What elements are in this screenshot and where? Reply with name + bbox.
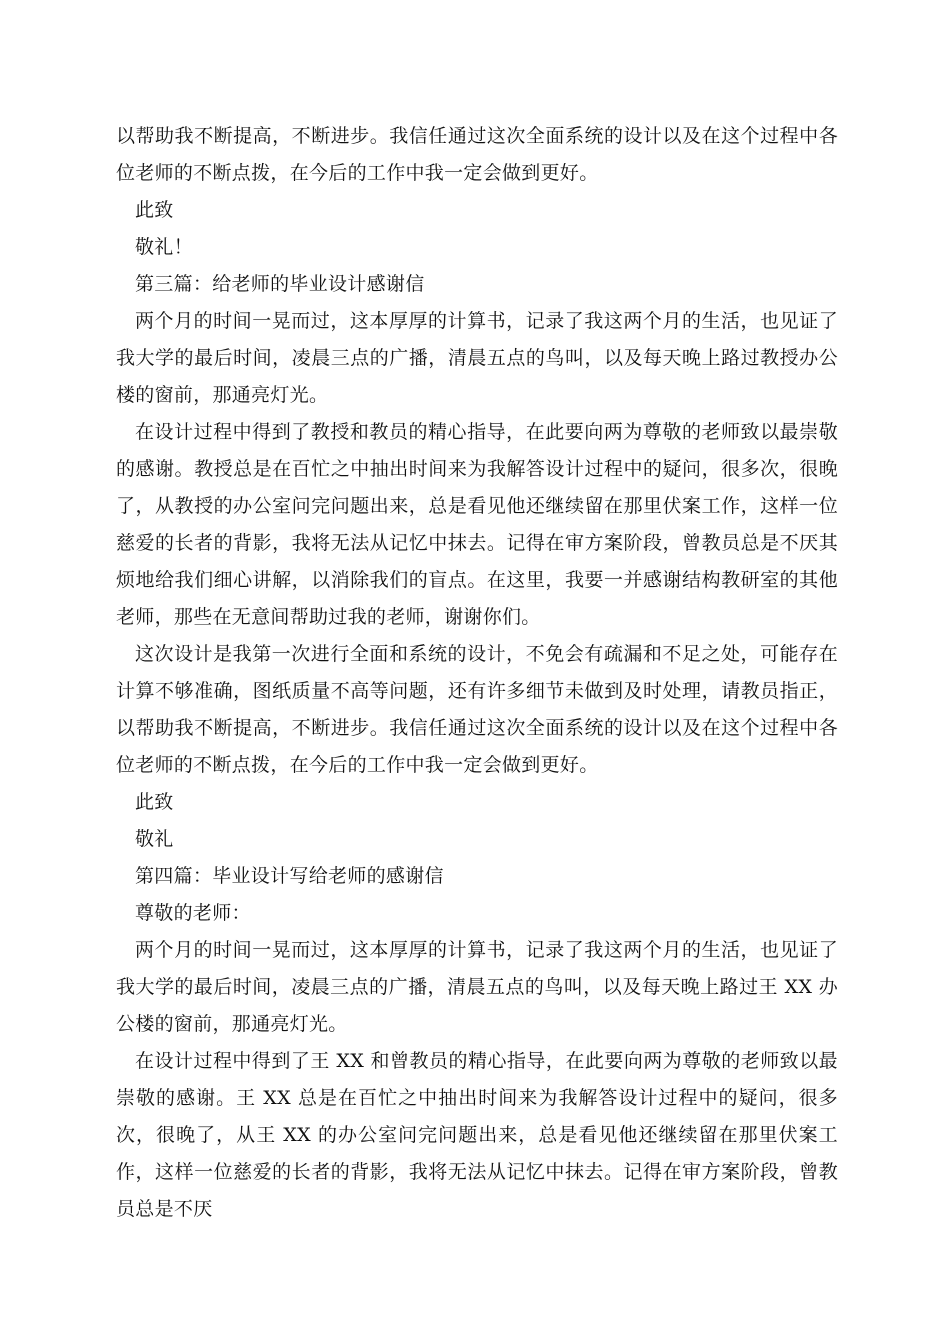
closing-salutation: 此致 [135,199,174,221]
paragraph: 在设计过程中得到了教授和教员的精心指导，在此要向两为尊敬的老师致以最崇敬的感谢。教授总是在百忙之中抽出时间来为我解答设计过程中的疑问，很多次，很晚了，从教授的办公室问完问题出来，总是看见他还继续留在那里伏案工作，这样一位慈爱的长者的背影，我将无法从记忆中抹去。记得在审方案阶段，曾教员总是不厌其烦地给我们细心讲解，以消除我们的盲点。在这里，我要一并感谢结构教研室的其他老师，那些在无意间帮助过我的老师，谢谢你们。 [116,421,838,628]
paragraph: 以帮助我不断提高，不断进步。我信任通过这次全面系统的设计以及在这个过程中各位老师的不断点拨，在今后的工作中我一定会做到更好。 [116,125,838,184]
paragraph: 在设计过程中得到了王 XX 和曾教员的精心指导，在此要向两为尊敬的老师致以最崇敬的感谢。王 XX 总是在百忙之中抽出时间来为我解答设计过程中的疑问，很多次，很晚了，从王 XX 的办公室问完问题出来，总是看见他还继续留在那里伏案工作，这样一位慈爱的长者的背影，我将无法从记忆中抹去。记得在审方案阶段，曾教员总是不厌 [116,1050,838,1220]
letter-greeting: 尊敬的老师： [135,902,251,924]
section-heading: 第三篇：给老师的毕业设计感谢信 [135,273,425,295]
closing-regards: 敬礼！ [135,236,193,258]
paragraph: 两个月的时间一晃而过，这本厚厚的计算书，记录了我这两个月的生活，也见证了我大学的最后时间，凌晨三点的广播，清晨五点的鸟叫，以及每天晚上路过教授办公楼的窗前，那通亮灯光。 [116,310,838,406]
closing-regards: 敬礼 [135,828,174,850]
paragraph: 这次设计是我第一次进行全面和系统的设计，不免会有疏漏和不足之处，可能存在计算不够准确，图纸质量不高等问题，还有许多细节未做到及时处理，请教员指正，以帮助我不断提高，不断进步。我信任通过这次全面系统的设计以及在这个过程中各位老师的不断点拨，在今后的工作中我一定会做到更好。 [116,643,838,776]
closing-salutation: 此致 [135,791,174,813]
paragraph: 两个月的时间一晃而过，这本厚厚的计算书，记录了我这两个月的生活，也见证了我大学的最后时间，凌晨三点的广播，清晨五点的鸟叫，以及每天晚上路过王 XX 办公楼的窗前，那通亮灯光。 [116,939,838,1035]
document-body [116,118,838,1228]
section-heading: 第四篇：毕业设计写给老师的感谢信 [135,865,444,887]
